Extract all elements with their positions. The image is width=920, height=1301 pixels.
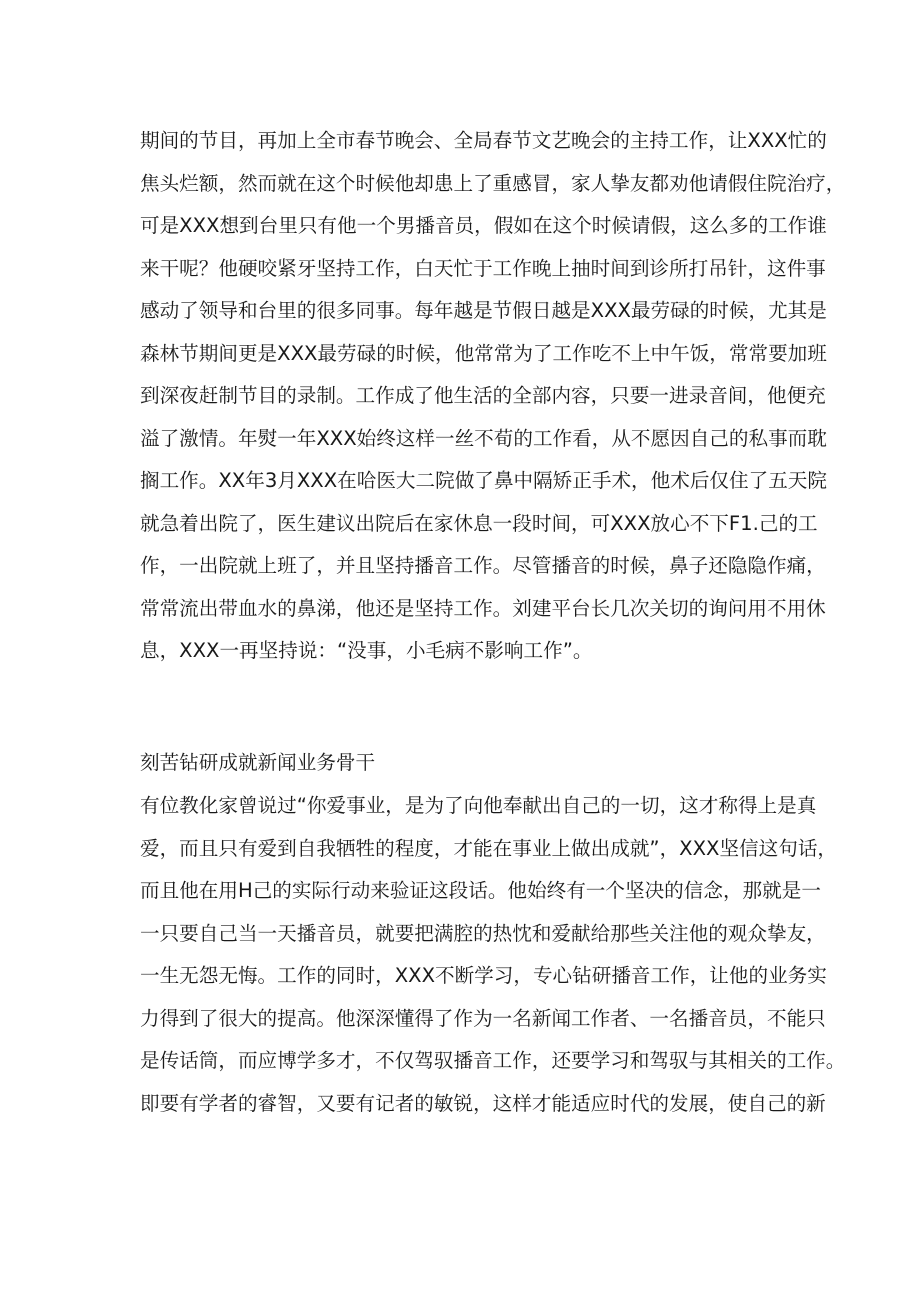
section-heading-text: 刻苦钻研成就新闻业务骨干 — [140, 751, 376, 774]
section-heading — [140, 742, 790, 785]
text-line: 感动了领导和台里的很多同事。每年越是节假日越是XXX最劳碌的时候，尤其是 — [140, 299, 827, 322]
text-line: 常常流出带血水的鼻涕，他还是坚持工作。刘建平台长几次关切的询问用不用休 — [140, 596, 826, 620]
text-line: 即要有学者的睿智，又要有记者的敏锐，这样才能适应时代的发展，使自己的新 — [140, 1091, 826, 1115]
text-line: 有位教化家曾说过“你爱事业，是为了向他奉献出自己的一切，这才称得上是真 — [140, 794, 817, 817]
text-line: 可是XXX想到台里只有他一个男播音员，假如在这个时候请假，这么多的工作谁 — [140, 214, 827, 237]
text-line: 焦头烂额，然而就在这个时候他却患上了重感冒，家人挚友都劝他请假住院治疗， — [140, 171, 846, 195]
text-line: 搁工作。XX年3月XXX在哈医大二院做了鼻中隔矫正手术，他术后仅住了五天院 — [140, 469, 827, 492]
body-paragraph-2 — [140, 785, 846, 1125]
text-line: 到深夜赶制节目的录制。工作成了他生活的全部内容，只要一进录音间，他便充 — [140, 384, 826, 407]
text-line: 而且他在用H己的实际行动来验证这段话。他始终有一个坚决的信念，那就是一 — [140, 879, 821, 902]
text-line: 是传话筒，而应博学多才，不仅驾驭播音工作，还要学习和驾驭与其相关的工作。 — [140, 1049, 846, 1072]
text-line: 一只要自己当一天播音员，就要把满腔的热忱和爱献给那些关注他的观众挚友， — [140, 921, 826, 945]
text-line: 森林节期间更是XXX最劳碌的时候，他常常为了工作吃不上中午饭，常常要加班 — [140, 341, 827, 365]
text-line: 来干呢？他硬咬紧牙坚持工作，白天忙于工作晚上抽时间到诊所打吊针，这件事 — [140, 256, 826, 280]
text-line: 爱，而且只有爱到自我牺牲的程度，才能在事业上做出成就”，XXX坚信这句话， — [140, 836, 838, 860]
text-line: 期间的节目，再加上全市春节晚会、全局春节文艺晚会的主持工作，让XXX忙的 — [140, 129, 827, 152]
body-paragraph-1 — [140, 120, 846, 673]
text-line: 一生无怨无悔。工作的同时，XXX不断学习，专心钻研播音工作，让他的业务实 — [140, 964, 827, 987]
text-line: 就急着出院了，医生建议出院后在家休息一段时间，可XXX放心不下F1.己的工 — [140, 511, 818, 535]
text-line: 力得到了很大的提高。他深深懂得了作为一名新闻工作者、一名播音员，不能只 — [140, 1006, 826, 1030]
text-line: 作，一出院就上班了，并且坚持播音工作。尽管播音的时候，鼻子还隐隐作痛， — [140, 554, 826, 577]
text-line: 溢了激情。年熨一年XXX始终这样一丝不荀的工作看，从不愿因自己的私事而耽 — [140, 426, 827, 450]
text-line: 息，XXX一再坚持说：“没事，小毛病不影响工作”。 — [140, 639, 593, 662]
